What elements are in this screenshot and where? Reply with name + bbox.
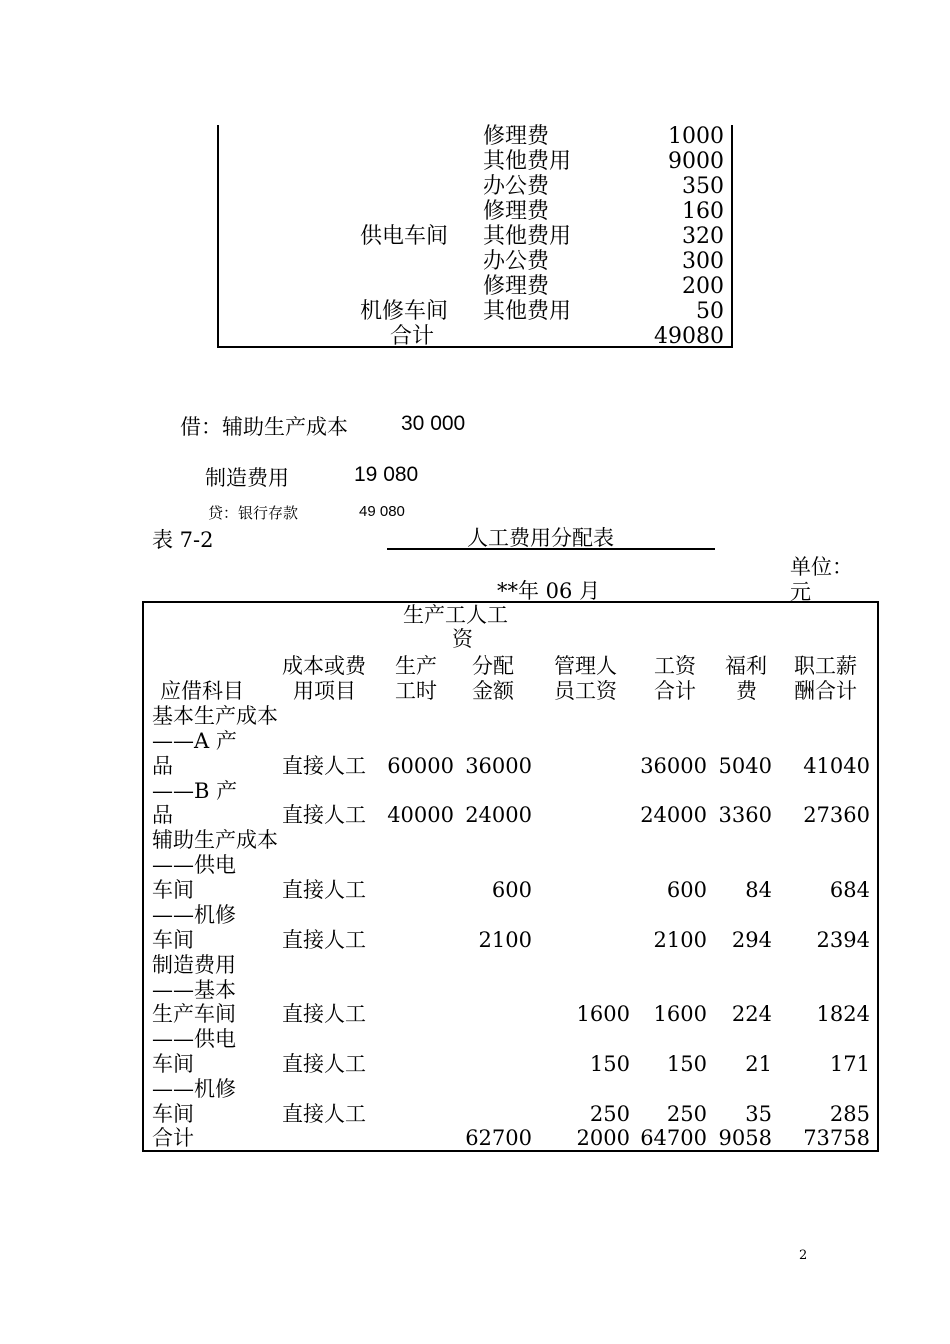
row-total: 27360	[803, 803, 870, 827]
row-welfare: 224	[731, 1002, 772, 1026]
prev-item: 修理费	[483, 274, 550, 299]
row-total: 1824	[816, 1002, 870, 1026]
section-aux: 辅助生产成本	[152, 828, 278, 852]
row-welfare: 294	[731, 928, 772, 952]
section-mfg: 制造费用	[152, 953, 236, 977]
prev-item: 修理费	[483, 199, 550, 224]
debit-1-amount: 30 000	[401, 412, 466, 435]
prev-amount: 160	[682, 199, 724, 224]
prev-item: 修理费	[483, 124, 550, 149]
col-total: 职工薪	[794, 654, 857, 678]
total-alloc: 62700	[465, 1126, 532, 1150]
total-wage: 64700	[640, 1126, 707, 1150]
row-item: 直接人工	[282, 803, 366, 827]
prev-item: 其他费用	[483, 224, 572, 249]
row-welfare: 84	[745, 878, 772, 902]
col-wage-2: 合计	[654, 679, 696, 703]
row-account-1: ——机修	[152, 1077, 236, 1101]
prev-total-amount: 49080	[654, 324, 724, 349]
debit-2-amount: 19 080	[354, 463, 419, 486]
credit-amount: 49 080	[359, 503, 405, 520]
row-wage: 36000	[640, 754, 707, 778]
prev-item: 办公费	[483, 174, 550, 199]
row-hours: 40000	[387, 803, 454, 827]
col-total-2: 酬合计	[794, 679, 857, 703]
row-wage: 600	[666, 878, 707, 902]
col-mgmt: 管理人	[554, 654, 617, 678]
row-mgmt: 250	[589, 1102, 630, 1126]
row-alloc: 36000	[465, 754, 532, 778]
prev-amount: 1000	[668, 124, 724, 149]
table-number: 表 7-2	[152, 528, 214, 552]
row-wage: 250	[666, 1102, 707, 1126]
row-account-2: 品	[152, 803, 173, 827]
col-alloc: 分配	[472, 654, 514, 678]
row-item: 直接人工	[282, 878, 366, 902]
prev-item: 其他费用	[483, 299, 572, 324]
row-account-1: ——B 产	[152, 779, 238, 803]
col-hours: 生产	[395, 654, 437, 678]
col-mgmt-2: 员工资	[554, 679, 617, 703]
prev-workshop: 供电车间	[360, 224, 449, 249]
total-total: 73758	[803, 1126, 870, 1150]
row-account-1: ——基本	[152, 978, 236, 1002]
table-date: **年 06 月	[497, 579, 601, 603]
row-wage: 1600	[653, 1002, 707, 1026]
prev-total-label: 合计	[390, 324, 435, 349]
row-wage: 24000	[640, 803, 707, 827]
col-alloc-2: 金额	[472, 679, 514, 703]
row-item: 直接人工	[282, 754, 366, 778]
row-welfare: 21	[745, 1052, 772, 1076]
credit-label: 贷：银行存款	[208, 504, 299, 522]
row-account-1: ——供电	[152, 1027, 236, 1051]
total-welfare: 9058	[718, 1126, 772, 1150]
title-underline	[387, 548, 715, 550]
row-item: 直接人工	[282, 1002, 366, 1026]
row-account-1: ——供电	[152, 853, 236, 877]
col-welfare-2: 费	[736, 679, 757, 703]
row-mgmt: 150	[589, 1052, 630, 1076]
row-total: 684	[829, 878, 870, 902]
col-cost-item-2: 用项目	[293, 679, 356, 703]
col-hours-2: 工时	[395, 679, 437, 703]
row-account-2: 车间	[152, 878, 194, 902]
row-account-1: ——机修	[152, 903, 236, 927]
prev-amount: 350	[682, 174, 724, 199]
row-account-2: 品	[152, 754, 173, 778]
prev-amount: 9000	[668, 149, 724, 174]
row-welfare: 35	[745, 1102, 772, 1126]
page-number: 2	[799, 1248, 808, 1263]
row-total: 2394	[816, 928, 870, 952]
total-mgmt: 2000	[576, 1126, 630, 1150]
section-basic: 基本生产成本	[152, 704, 278, 728]
row-account-2: 车间	[152, 1102, 194, 1126]
row-hours: 60000	[387, 754, 454, 778]
row-alloc: 2100	[478, 928, 532, 952]
row-item: 直接人工	[282, 1102, 366, 1126]
row-account-2: 生产车间	[152, 1002, 236, 1026]
prev-amount: 200	[682, 274, 724, 299]
row-wage: 150	[666, 1052, 707, 1076]
row-mgmt: 1600	[576, 1002, 630, 1026]
prev-amount: 300	[682, 249, 724, 274]
prev-amount: 320	[682, 224, 724, 249]
row-item: 直接人工	[282, 928, 366, 952]
debit-2-label: 制造费用	[205, 466, 289, 490]
row-account-1: ——A 产	[152, 729, 237, 753]
row-wage: 2100	[653, 928, 707, 952]
prev-amount: 50	[696, 299, 724, 324]
row-account-2: 车间	[152, 1052, 194, 1076]
unit-line-2: 元	[790, 580, 811, 604]
group-header-line-1: 生产工人工	[403, 603, 508, 627]
row-item: 直接人工	[282, 1052, 366, 1076]
col-cost-item: 成本或费	[282, 654, 366, 678]
row-total: 285	[829, 1102, 870, 1126]
unit-line-1: 单位：	[790, 555, 853, 579]
total-label: 合计	[152, 1126, 194, 1150]
col-welfare: 福利	[725, 654, 767, 678]
row-total: 171	[829, 1052, 870, 1076]
row-welfare: 3360	[718, 803, 772, 827]
row-alloc: 24000	[465, 803, 532, 827]
row-total: 41040	[803, 754, 870, 778]
prev-item: 办公费	[483, 249, 550, 274]
row-welfare: 5040	[718, 754, 772, 778]
debit-1-label: 借：辅助生产成本	[180, 415, 348, 439]
prev-workshop: 机修车间	[360, 299, 449, 324]
group-header-line-2: 资	[452, 627, 473, 651]
col-wage: 工资	[654, 654, 696, 678]
row-alloc: 600	[491, 878, 532, 902]
table-title: 人工费用分配表	[467, 526, 614, 550]
row-account-2: 车间	[152, 928, 194, 952]
col-account: 应借科目	[160, 679, 244, 703]
prev-item: 其他费用	[483, 149, 572, 174]
